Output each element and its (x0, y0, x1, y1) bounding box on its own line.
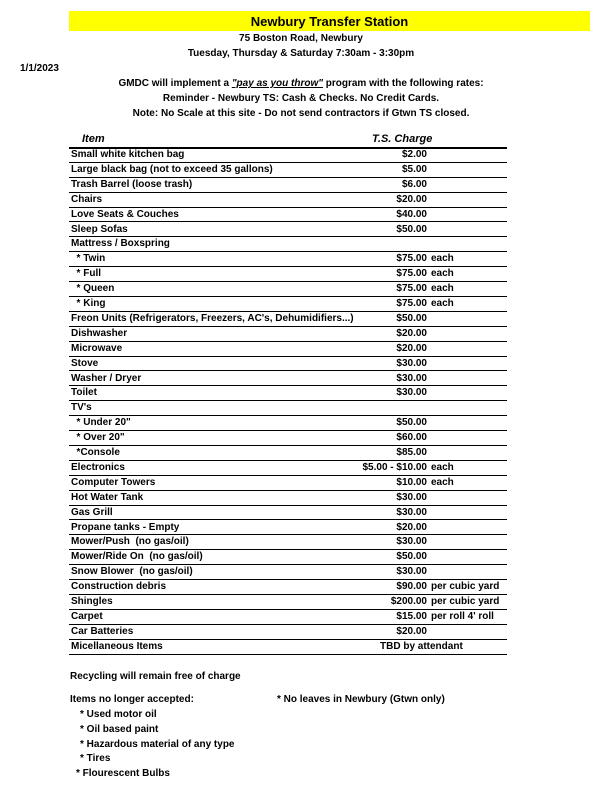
row-item: Computer Towers (71, 476, 156, 488)
row-charge: $75.00 (396, 268, 427, 280)
row-charge: $2.00 (401, 149, 427, 160)
row-item: *Console (71, 447, 120, 458)
row-charge: $60.00 (396, 432, 427, 444)
row-item: Freon Units (Refrigerators, Freezers, AC's, Dehumidifiers...) (71, 312, 354, 324)
row-item: * Full (71, 268, 101, 280)
table-row (69, 416, 507, 431)
notice-post: program with the following rates: (322, 78, 484, 89)
row-charge: $50.00 (396, 223, 427, 235)
pay-as-you-throw: "pay as you throw" (231, 78, 323, 89)
table-row (69, 237, 507, 252)
row-item: Trash Barrel (loose trash) (71, 178, 193, 190)
row-item: * Twin (71, 253, 106, 265)
table-row (69, 208, 507, 223)
table-row (69, 386, 507, 401)
row-unit: each (431, 461, 454, 473)
row-item: Microwave (71, 342, 123, 354)
table-row (69, 431, 507, 446)
row-charge: $85.00 (396, 447, 427, 458)
row-unit: per roll 4' roll (431, 610, 494, 622)
row-charge: $40.00 (396, 208, 427, 220)
row-unit: per cubic yard (431, 596, 500, 607)
table-row (69, 178, 507, 193)
row-item: Toilet (71, 387, 97, 399)
table-row (69, 446, 507, 461)
page-title: Newbury Transfer Station (250, 13, 409, 29)
row-charge: TBD by attendant (380, 640, 463, 652)
row-charge: $30.00 (396, 536, 427, 548)
row-charge: $75.00 (396, 283, 427, 295)
address: 75 Boston Road, Newbury (239, 33, 363, 44)
row-item: Mattress / Boxspring (71, 238, 170, 250)
row-item: Small white kitchen bag (71, 149, 185, 160)
table-row (69, 372, 507, 387)
row-charge: $5.00 - $10.00 (362, 461, 427, 473)
row-charge: $75.00 (396, 298, 427, 309)
row-charge: $75.00 (396, 253, 427, 265)
notice-pre: GMDC will implement a (118, 78, 232, 89)
row-unit: each (431, 253, 454, 265)
leaves-note: * No leaves in Newbury (Gtwn only) (277, 694, 445, 705)
row-item: Construction debris (71, 581, 167, 593)
row-charge: $30.00 (396, 491, 427, 503)
row-item: * King (71, 298, 106, 309)
effective-date: 1/1/2023 (20, 63, 59, 74)
row-item: Dishwasher (71, 327, 128, 339)
no-longer-title: Items no longer accepted: (70, 694, 194, 705)
row-charge: $15.00 (396, 610, 427, 622)
table-row (69, 595, 507, 610)
table-row (69, 506, 507, 521)
table-row (69, 580, 507, 595)
no-longer-item: * Flourescent Bulbs (76, 768, 170, 780)
row-item: Shingles (71, 596, 113, 607)
row-charge: $200.00 (390, 596, 427, 607)
title-banner (69, 11, 590, 31)
table-row (69, 521, 507, 536)
row-charge: $5.00 (401, 163, 427, 175)
table-row (69, 401, 507, 416)
column-header-item: Item (82, 133, 105, 145)
row-charge: $20.00 (396, 327, 427, 339)
row-item: Propane tanks - Empty (71, 521, 180, 533)
no-longer-item: * Hazardous material of any type (80, 738, 235, 750)
reminder-line: Reminder - Newbury TS: Cash & Checks. No Credit Cards. (162, 93, 440, 104)
table-row (69, 535, 507, 550)
row-charge: $90.00 (396, 581, 427, 593)
table-row (69, 342, 507, 357)
table-row (69, 267, 507, 282)
row-item: Mower/Ride On (no gas/oil) (71, 551, 203, 563)
row-charge: $6.00 (401, 178, 427, 190)
row-item: * Under 20" (71, 417, 131, 429)
table-row (69, 357, 507, 372)
row-unit: each (431, 268, 454, 280)
table-row (69, 461, 507, 476)
row-charge: $30.00 (396, 387, 427, 399)
row-charge: $10.00 (396, 476, 427, 488)
row-unit: each (431, 476, 454, 488)
row-charge: $30.00 (396, 372, 427, 384)
row-item: Hot Water Tank (71, 491, 144, 503)
table-row (69, 312, 507, 327)
table-row (69, 476, 507, 491)
row-item: Electronics (71, 461, 125, 473)
row-charge: $20.00 (396, 342, 427, 354)
row-charge: $50.00 (396, 417, 427, 429)
table-row (69, 625, 507, 640)
row-charge: $30.00 (396, 506, 427, 518)
table-row (69, 223, 507, 238)
row-unit: each (431, 298, 454, 309)
table-row (69, 148, 507, 163)
row-charge: $20.00 (396, 625, 427, 637)
row-item: Car Batteries (71, 625, 134, 637)
note-line: Note: No Scale at this site - Do not send contractors if Gtwn TS closed. (132, 108, 470, 119)
table-row (69, 163, 507, 178)
table-row (69, 297, 507, 312)
row-item: Chairs (71, 193, 103, 205)
row-item: TV's (71, 402, 92, 414)
row-item: Mower/Push (no gas/oil) (71, 536, 189, 548)
row-charge: $30.00 (396, 357, 427, 369)
row-item: Snow Blower (no gas/oil) (71, 566, 193, 578)
row-item: * Queen (71, 283, 115, 295)
table-row (69, 327, 507, 342)
table-row (69, 565, 507, 580)
row-charge: $20.00 (396, 193, 427, 205)
row-item: Sleep Sofas (71, 223, 128, 235)
row-item: * Over 20" (71, 432, 125, 444)
row-item: Micellaneous Items (71, 640, 163, 652)
row-charge: $50.00 (396, 551, 427, 563)
recycling-note: Recycling will remain free of charge (70, 671, 241, 682)
row-unit: each (431, 283, 454, 295)
row-unit: per cubic yard (431, 581, 500, 593)
row-item: Stove (71, 357, 99, 369)
row-item: Carpet (71, 610, 103, 622)
row-charge: $30.00 (396, 566, 427, 578)
row-charge: $50.00 (396, 312, 427, 324)
row-item: Washer / Dryer (71, 372, 142, 384)
hours: Tuesday, Thursday & Saturday 7:30am - 3:30pm (187, 48, 415, 59)
table-row (69, 282, 507, 297)
row-item: Love Seats & Couches (71, 208, 179, 220)
table-row (69, 550, 507, 565)
table-row (69, 610, 507, 625)
row-item: Gas Grill (71, 506, 113, 518)
table-row (69, 193, 507, 208)
table-row (69, 491, 507, 506)
table-row (69, 640, 507, 655)
row-charge: $20.00 (396, 521, 427, 533)
table-row (69, 252, 507, 267)
row-item: Large black bag (not to exceed 35 gallons) (71, 163, 273, 175)
no-longer-item: * Used motor oil (80, 709, 157, 720)
column-header-charge: T.S. Charge (372, 133, 433, 145)
notice-line (0, 78, 602, 89)
no-longer-item: * Oil based paint (80, 723, 159, 735)
no-longer-item: * Tires (80, 753, 111, 765)
